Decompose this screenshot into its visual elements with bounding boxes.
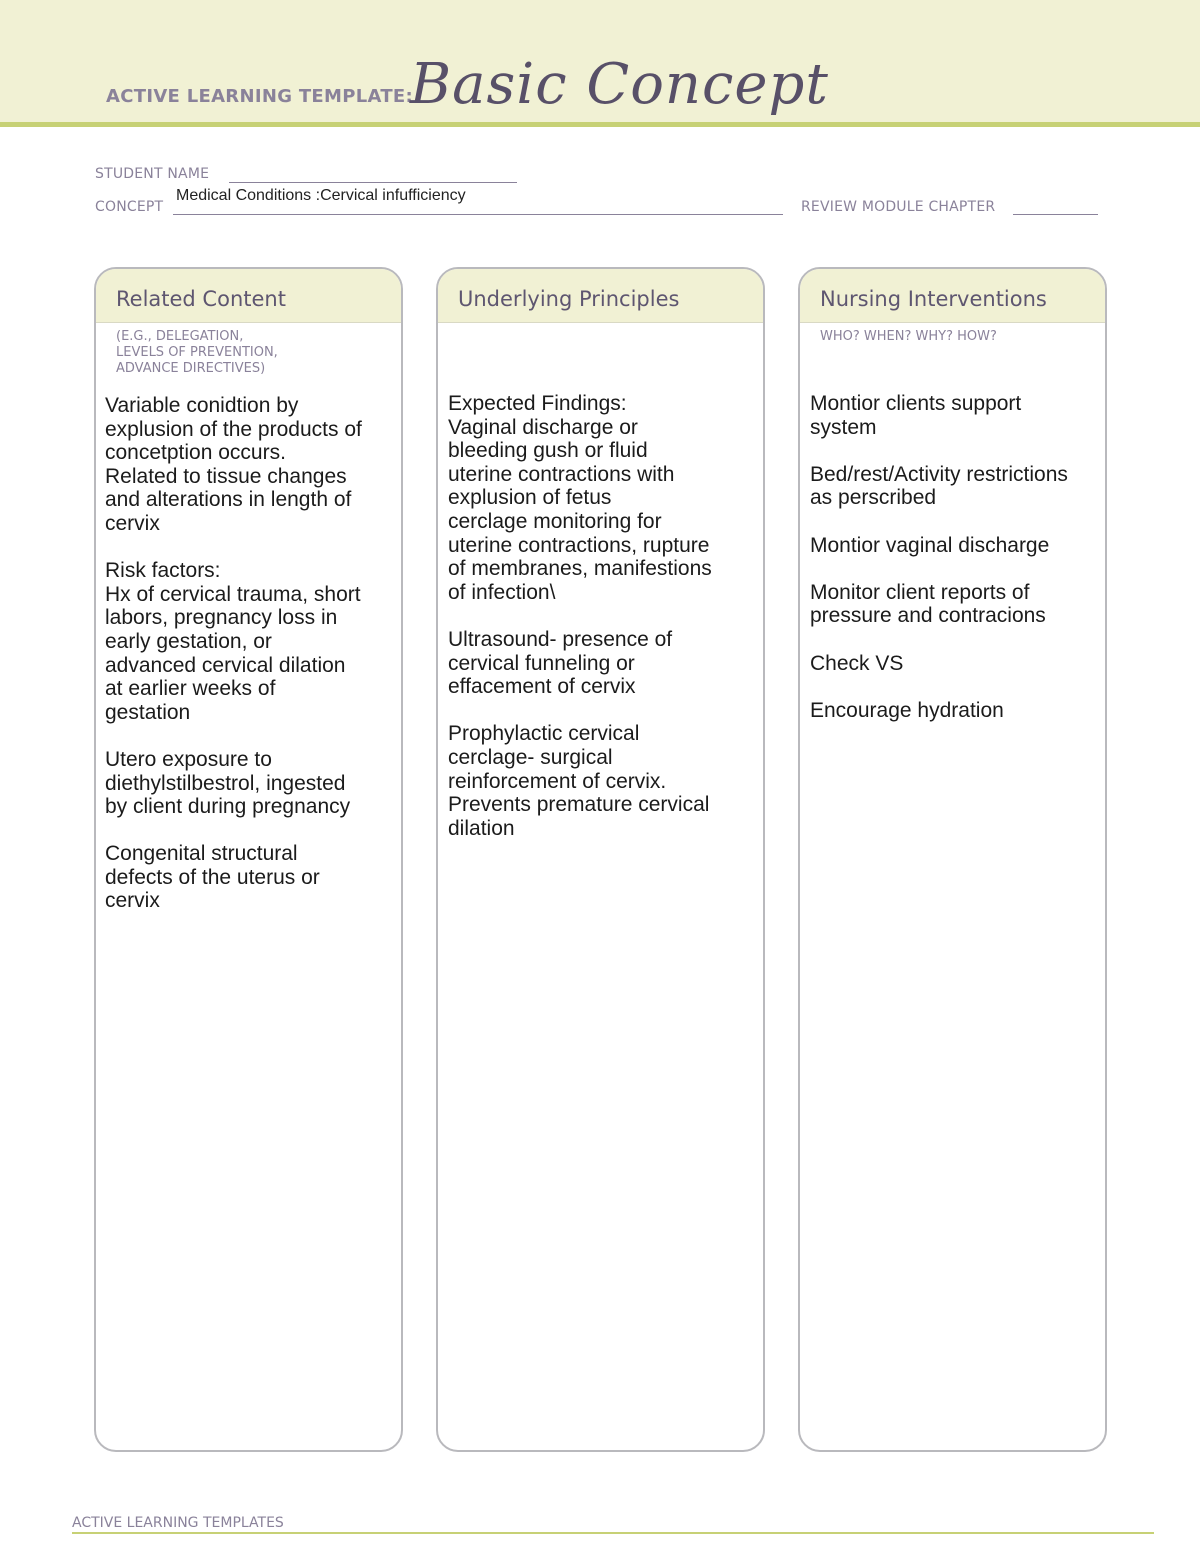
principles-paragraph: Expected Findings: Vaginal discharge or bleeding gush or fluid uterine contractions with explusion of fetus cerclage monitoring for uterine contractions, rupture of membranes, manifestions of infection\	[448, 392, 712, 604]
related-paragraph: Risk factors: Hx of cervical trauma, short labors, pregnancy loss in early gestation, or advanced cervical dilation at earlier weeks of gestation	[105, 559, 361, 724]
nursing-paragraph: Bed/rest/Activity restrictions as perscribed	[810, 462, 1068, 510]
nursing-paragraph: Monitor client reports of pressure and contracions	[810, 580, 1046, 628]
related-content-subtitle: (E.G., DELEGATION, LEVELS OF PREVENTION, ADVANCE DIRECTIVES)	[116, 329, 278, 376]
related-paragraph: Utero exposure to diethylstilbestrol, ingested by client during pregnancy	[105, 747, 351, 819]
nursing-paragraph: Check VS	[810, 651, 904, 675]
related-content-body[interactable]	[105, 394, 395, 937]
related-content-title: Related Content	[96, 269, 401, 323]
template-title: Basic Concept	[410, 52, 829, 117]
related-content-card	[94, 267, 403, 1452]
student-name-field[interactable]	[229, 182, 517, 183]
nursing-interventions-title: Nursing Interventions	[800, 269, 1105, 323]
related-paragraph: Congenital structural defects of the uterus or cervix	[105, 842, 320, 913]
header-divider	[0, 122, 1200, 127]
concept-value: Medical Conditions :Cervical infufficiency	[176, 187, 466, 204]
principles-paragraph: Ultrasound- presence of cervical funneling or effacement of cervix	[448, 627, 673, 699]
related-paragraph: Variable conidtion by explusion of the products of concetption occurs. Related to tissue changes and alterations in length of cervix	[105, 394, 362, 535]
footer-divider	[72, 1532, 1154, 1534]
student-name-label: STUDENT NAME	[95, 166, 210, 182]
concept-field[interactable]	[173, 214, 783, 215]
review-module-label: REVIEW MODULE CHAPTER	[801, 199, 996, 215]
footer-label: ACTIVE LEARNING TEMPLATES	[72, 1515, 284, 1531]
nursing-interventions-body[interactable]	[810, 392, 1099, 746]
concept-label: CONCEPT	[95, 199, 164, 215]
principles-paragraph: Prophylactic cervical cerclage- surgical reinforcement of cervix. Prevents premature cervical dilation	[448, 722, 710, 840]
nursing-interventions-card	[798, 267, 1107, 1452]
nursing-paragraph: Montior vaginal discharge	[810, 533, 1050, 557]
nursing-paragraph: Encourage hydration	[810, 698, 1004, 722]
nursing-interventions-subtitle: WHO? WHEN? WHY? HOW?	[820, 329, 997, 344]
template-label: ACTIVE LEARNING TEMPLATE:	[106, 86, 413, 107]
underlying-principles-card	[436, 267, 765, 1452]
nursing-paragraph: Montior clients support system	[810, 392, 1022, 439]
underlying-principles-body[interactable]	[448, 392, 757, 864]
review-module-field[interactable]	[1013, 214, 1098, 215]
underlying-principles-title: Underlying Principles	[438, 269, 763, 323]
